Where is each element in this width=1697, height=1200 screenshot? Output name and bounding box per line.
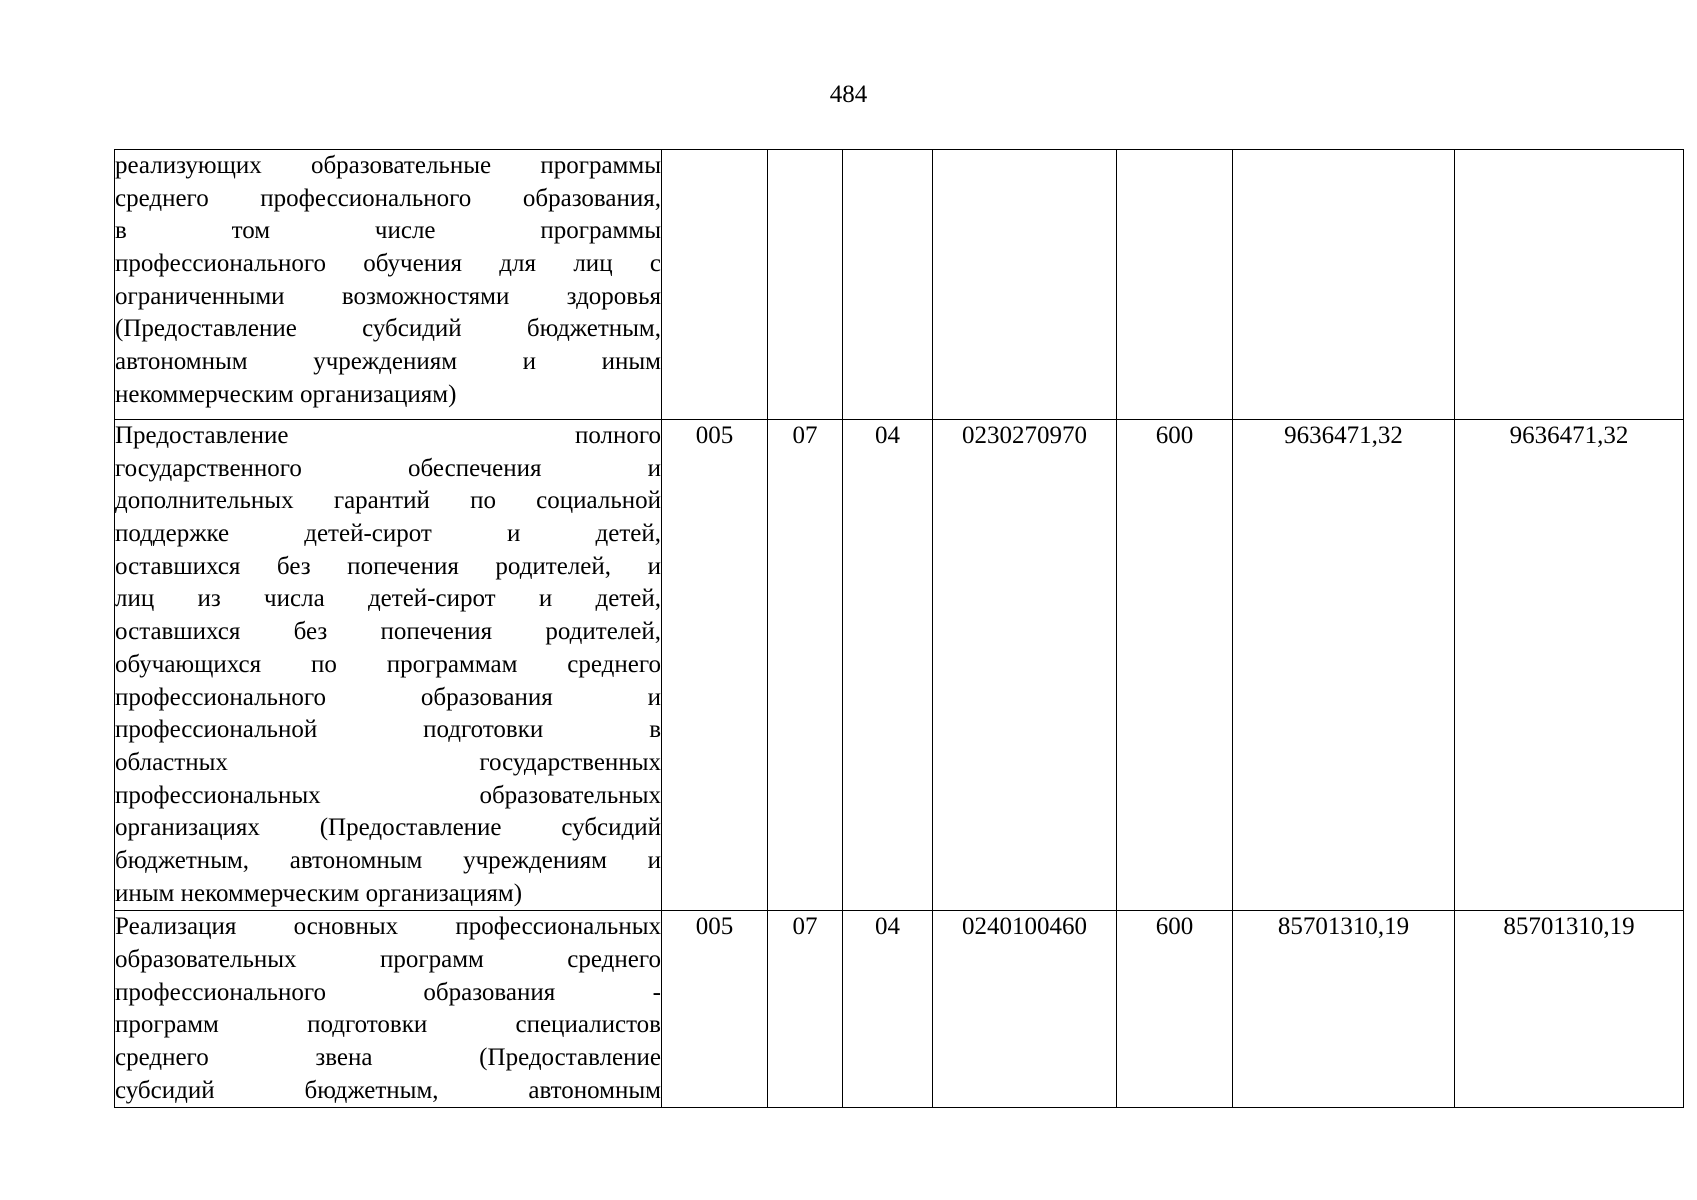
grbs-cell (662, 150, 768, 420)
description-line: профессионального образования и (115, 683, 661, 711)
amount-2-cell: 85701310,19 (1455, 911, 1684, 1108)
description-line: государственного обеспечения и (115, 454, 661, 482)
description-line: автономным учреждениям и иным (115, 348, 661, 376)
description-line: бюджетным, автономным учреждениям и (115, 846, 661, 874)
subsection-cell (843, 150, 933, 420)
description-line: поддержке детей-сирот и детей, (115, 520, 661, 548)
expense-type-cell: 600 (1117, 420, 1233, 911)
description-line: дополнительных гарантий по социальной (115, 487, 661, 515)
description-line: Предоставление полного (115, 422, 661, 449)
description-line: профессионального обучения для лиц с (115, 250, 661, 278)
description-cell (115, 150, 662, 420)
amount-1-cell: 85701310,19 (1233, 911, 1455, 1108)
description-line: областных государственных (115, 748, 661, 776)
description-line: субсидий бюджетным, автономным (115, 1076, 661, 1104)
section-cell (768, 150, 843, 420)
description-line: профессионального образования - (115, 978, 661, 1006)
amount-2-cell: 9636471,32 (1455, 420, 1684, 911)
section-cell: 07 (768, 420, 843, 911)
target-article-cell: 0230270970 (933, 420, 1117, 911)
description-line: среднего звена (Предоставление (115, 1044, 661, 1072)
description-line: профессиональной подготовки в (115, 716, 661, 744)
description-line: лиц из числа детей-сирот и детей, (115, 585, 661, 613)
grbs-cell: 005 (662, 420, 768, 911)
description-cell (115, 911, 662, 1108)
table-row (115, 150, 1684, 420)
subsection-cell: 04 (843, 911, 933, 1108)
description-line: программ подготовки специалистов (115, 1011, 661, 1039)
grbs-cell: 005 (662, 911, 768, 1108)
description-line: обучающихся по программам среднего (115, 650, 661, 678)
description-line: (Предоставление субсидий бюджетным, (115, 315, 661, 343)
description-line: оставшихся без попечения родителей, (115, 618, 661, 646)
target-article-cell: 0240100460 (933, 911, 1117, 1108)
expense-type-cell (1117, 150, 1233, 420)
expense-type-cell: 600 (1117, 911, 1233, 1108)
description-line: среднего профессионального образования, (115, 184, 661, 212)
table-row (115, 911, 1684, 1108)
budget-table (114, 149, 1684, 1108)
amount-2-cell (1455, 150, 1684, 420)
description-line: Реализация основных профессиональных (115, 913, 661, 941)
table-row (115, 420, 1684, 911)
description-line: иным некоммерческим организациям) (115, 879, 523, 907)
description-line: организациях (Предоставление субсидий (115, 814, 661, 842)
subsection-cell: 04 (843, 420, 933, 911)
description-line: реализующих образовательные программы (115, 152, 661, 179)
amount-1-cell (1233, 150, 1455, 420)
description-line: в том числе программы (115, 217, 661, 245)
description-line: некоммерческим организациям) (115, 380, 457, 408)
target-article-cell (933, 150, 1117, 420)
page-number: 484 (829, 81, 868, 108)
amount-1-cell: 9636471,32 (1233, 420, 1455, 911)
description-line: образовательных программ среднего (115, 946, 661, 974)
description-cell (115, 420, 662, 911)
description-line: профессиональных образовательных (115, 781, 661, 809)
description-line: оставшихся без попечения родителей, и (115, 552, 661, 580)
section-cell: 07 (768, 911, 843, 1108)
description-line: ограниченными возможностями здоровья (115, 282, 661, 310)
